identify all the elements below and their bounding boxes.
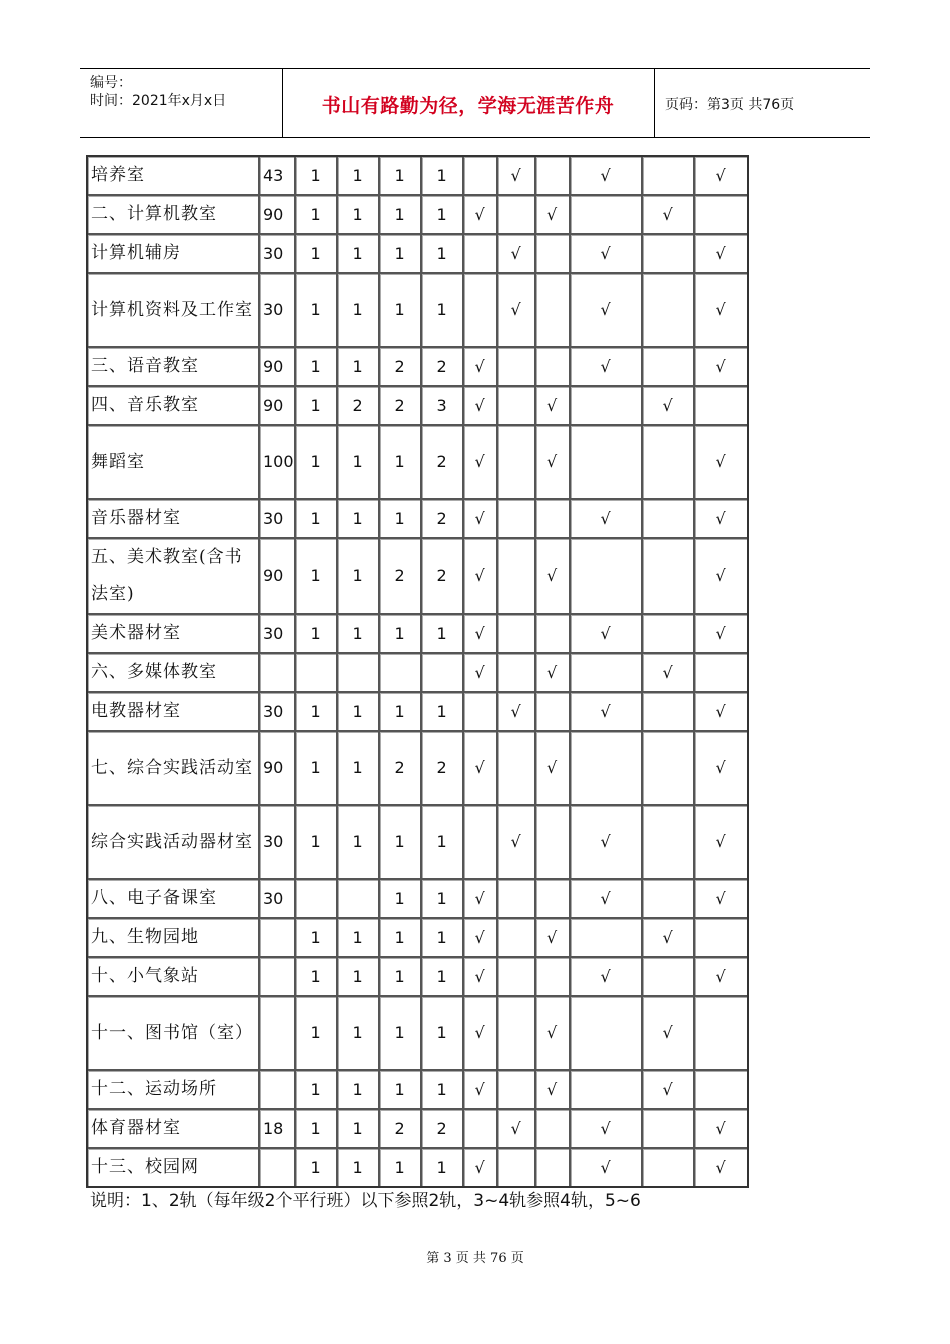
check-cell: √ bbox=[498, 274, 536, 348]
check-cell: √ bbox=[498, 235, 536, 274]
check-cell: √ bbox=[571, 1110, 643, 1149]
check-cell: √ bbox=[536, 919, 571, 958]
check-cell bbox=[498, 615, 536, 654]
value-cell: 1 bbox=[296, 919, 338, 958]
check-cell bbox=[498, 500, 536, 539]
check-cell: √ bbox=[464, 500, 498, 539]
table-row bbox=[88, 693, 747, 732]
check-cell: √ bbox=[464, 732, 498, 806]
facility-name: 六、多媒体教室 bbox=[88, 654, 260, 693]
value-cell: 30 bbox=[260, 693, 296, 732]
check-cell: √ bbox=[536, 732, 571, 806]
check-cell: √ bbox=[695, 348, 747, 387]
value-cell: 1 bbox=[338, 1110, 380, 1149]
value-cell: 1 bbox=[296, 997, 338, 1071]
page-footer: 第 3 页 共 76 页 bbox=[426, 1251, 524, 1266]
check-cell bbox=[536, 958, 571, 997]
check-cell: √ bbox=[571, 348, 643, 387]
check-cell: √ bbox=[695, 732, 747, 806]
check-cell bbox=[464, 274, 498, 348]
value-cell bbox=[296, 880, 338, 919]
value-cell: 30 bbox=[260, 615, 296, 654]
header-motto-cell bbox=[282, 69, 655, 137]
facility-name: 十二、运动场所 bbox=[88, 1071, 260, 1110]
check-cell: √ bbox=[464, 426, 498, 500]
check-cell bbox=[643, 693, 695, 732]
value-cell: 1 bbox=[422, 235, 464, 274]
facility-name: 美术器材室 bbox=[88, 615, 260, 654]
check-cell: √ bbox=[464, 654, 498, 693]
value-cell: 2 bbox=[380, 732, 422, 806]
check-cell bbox=[536, 348, 571, 387]
value-cell: 43 bbox=[260, 157, 296, 196]
value-cell bbox=[260, 919, 296, 958]
value-cell: 1 bbox=[338, 274, 380, 348]
check-cell: √ bbox=[464, 880, 498, 919]
facility-name: 音乐器材室 bbox=[88, 500, 260, 539]
check-cell: √ bbox=[643, 387, 695, 426]
check-cell bbox=[643, 732, 695, 806]
check-cell: √ bbox=[695, 235, 747, 274]
check-cell: √ bbox=[536, 539, 571, 615]
check-cell bbox=[498, 196, 536, 235]
table-row bbox=[88, 1110, 747, 1149]
value-cell: 2 bbox=[380, 1110, 422, 1149]
value-cell: 1 bbox=[380, 157, 422, 196]
value-cell: 1 bbox=[422, 1149, 464, 1186]
value-cell: 1 bbox=[296, 1071, 338, 1110]
page-header bbox=[80, 68, 870, 138]
value-cell: 1 bbox=[296, 500, 338, 539]
check-cell bbox=[643, 1110, 695, 1149]
check-cell: √ bbox=[695, 806, 747, 880]
check-cell: √ bbox=[571, 880, 643, 919]
value-cell: 1 bbox=[338, 539, 380, 615]
value-cell: 1 bbox=[380, 1071, 422, 1110]
table-row bbox=[88, 615, 747, 654]
check-cell bbox=[464, 235, 498, 274]
value-cell: 1 bbox=[338, 348, 380, 387]
check-cell: √ bbox=[536, 997, 571, 1071]
check-cell: √ bbox=[695, 693, 747, 732]
table-row bbox=[88, 274, 747, 348]
facility-name: 七、综合实践活动室 bbox=[88, 732, 260, 806]
check-cell bbox=[536, 500, 571, 539]
table-row bbox=[88, 732, 747, 806]
check-cell bbox=[536, 1149, 571, 1186]
check-cell: √ bbox=[695, 615, 747, 654]
value-cell: 1 bbox=[296, 693, 338, 732]
value-cell: 1 bbox=[338, 732, 380, 806]
table-row bbox=[88, 426, 747, 500]
value-cell: 2 bbox=[380, 348, 422, 387]
value-cell: 1 bbox=[296, 615, 338, 654]
check-cell bbox=[536, 806, 571, 880]
check-cell bbox=[498, 654, 536, 693]
value-cell: 1 bbox=[422, 196, 464, 235]
value-cell: 1 bbox=[422, 806, 464, 880]
check-cell bbox=[498, 732, 536, 806]
check-cell bbox=[498, 1149, 536, 1186]
value-cell: 1 bbox=[338, 1149, 380, 1186]
check-cell: √ bbox=[571, 500, 643, 539]
value-cell: 1 bbox=[380, 235, 422, 274]
check-cell bbox=[643, 274, 695, 348]
value-cell: 18 bbox=[260, 1110, 296, 1149]
check-cell bbox=[571, 1071, 643, 1110]
value-cell: 30 bbox=[260, 235, 296, 274]
check-cell: √ bbox=[464, 348, 498, 387]
check-cell bbox=[498, 387, 536, 426]
check-cell: √ bbox=[498, 806, 536, 880]
value-cell bbox=[338, 654, 380, 693]
value-cell: 1 bbox=[296, 1149, 338, 1186]
facility-name: 八、电子备课室 bbox=[88, 880, 260, 919]
check-cell: √ bbox=[643, 1071, 695, 1110]
facility-name: 四、音乐教室 bbox=[88, 387, 260, 426]
check-cell: √ bbox=[536, 1071, 571, 1110]
check-cell bbox=[498, 426, 536, 500]
check-cell bbox=[498, 880, 536, 919]
check-cell bbox=[643, 539, 695, 615]
value-cell: 1 bbox=[380, 997, 422, 1071]
value-cell: 30 bbox=[260, 500, 296, 539]
value-cell: 90 bbox=[260, 196, 296, 235]
value-cell: 2 bbox=[422, 732, 464, 806]
check-cell: √ bbox=[695, 958, 747, 997]
check-cell: √ bbox=[464, 539, 498, 615]
value-cell: 1 bbox=[422, 615, 464, 654]
facility-name: 十、小气象站 bbox=[88, 958, 260, 997]
value-cell: 2 bbox=[380, 539, 422, 615]
value-cell: 1 bbox=[380, 880, 422, 919]
check-cell bbox=[695, 196, 747, 235]
value-cell: 1 bbox=[296, 806, 338, 880]
value-cell: 30 bbox=[260, 806, 296, 880]
check-cell: √ bbox=[695, 880, 747, 919]
value-cell: 90 bbox=[260, 732, 296, 806]
value-cell: 1 bbox=[338, 500, 380, 539]
facility-name: 三、语音教室 bbox=[88, 348, 260, 387]
check-cell: √ bbox=[695, 1149, 747, 1186]
value-cell: 1 bbox=[422, 880, 464, 919]
facility-name: 计算机辅房 bbox=[88, 235, 260, 274]
check-cell: √ bbox=[643, 654, 695, 693]
check-cell: √ bbox=[464, 1071, 498, 1110]
check-cell: √ bbox=[695, 157, 747, 196]
check-cell: √ bbox=[498, 1110, 536, 1149]
check-cell: √ bbox=[695, 500, 747, 539]
value-cell: 1 bbox=[422, 274, 464, 348]
value-cell: 90 bbox=[260, 539, 296, 615]
value-cell: 2 bbox=[338, 387, 380, 426]
value-cell: 1 bbox=[338, 157, 380, 196]
value-cell: 1 bbox=[422, 958, 464, 997]
check-cell bbox=[536, 274, 571, 348]
value-cell: 1 bbox=[380, 958, 422, 997]
value-cell: 1 bbox=[338, 806, 380, 880]
table-row bbox=[88, 654, 747, 693]
value-cell: 1 bbox=[380, 196, 422, 235]
check-cell bbox=[498, 919, 536, 958]
value-cell: 1 bbox=[338, 1071, 380, 1110]
value-cell: 1 bbox=[296, 958, 338, 997]
value-cell bbox=[260, 1149, 296, 1186]
check-cell bbox=[695, 1071, 747, 1110]
check-cell: √ bbox=[464, 919, 498, 958]
check-cell bbox=[695, 387, 747, 426]
value-cell: 1 bbox=[296, 196, 338, 235]
check-cell bbox=[571, 539, 643, 615]
facility-table bbox=[86, 155, 749, 1188]
facility-table-wrapper bbox=[86, 155, 749, 1188]
table-row bbox=[88, 157, 747, 196]
value-cell bbox=[260, 654, 296, 693]
value-cell: 1 bbox=[380, 693, 422, 732]
check-cell bbox=[695, 919, 747, 958]
table-row bbox=[88, 196, 747, 235]
value-cell: 1 bbox=[380, 919, 422, 958]
facility-name: 十三、校园网 bbox=[88, 1149, 260, 1186]
table-row bbox=[88, 880, 747, 919]
table-row bbox=[88, 997, 747, 1071]
check-cell: √ bbox=[498, 693, 536, 732]
facility-name: 综合实践活动器材室 bbox=[88, 806, 260, 880]
value-cell: 1 bbox=[296, 274, 338, 348]
facility-name: 电教器材室 bbox=[88, 693, 260, 732]
check-cell: √ bbox=[571, 157, 643, 196]
check-cell: √ bbox=[571, 235, 643, 274]
check-cell: √ bbox=[536, 387, 571, 426]
value-cell bbox=[338, 880, 380, 919]
check-cell bbox=[498, 997, 536, 1071]
value-cell bbox=[296, 654, 338, 693]
value-cell: 1 bbox=[296, 426, 338, 500]
value-cell: 1 bbox=[338, 615, 380, 654]
value-cell: 2 bbox=[422, 348, 464, 387]
check-cell: √ bbox=[536, 654, 571, 693]
value-cell: 1 bbox=[338, 919, 380, 958]
value-cell: 1 bbox=[380, 1149, 422, 1186]
table-row bbox=[88, 1149, 747, 1186]
check-cell: √ bbox=[695, 274, 747, 348]
check-cell: √ bbox=[498, 157, 536, 196]
check-cell: √ bbox=[464, 196, 498, 235]
check-cell bbox=[643, 806, 695, 880]
motto: 书山有路勤为径，学海无涯苦作舟 bbox=[321, 95, 615, 117]
check-cell: √ bbox=[643, 196, 695, 235]
value-cell bbox=[380, 654, 422, 693]
code-label: 编号： bbox=[90, 75, 132, 91]
check-cell: √ bbox=[571, 958, 643, 997]
value-cell: 1 bbox=[296, 348, 338, 387]
check-cell bbox=[571, 997, 643, 1071]
check-cell bbox=[571, 196, 643, 235]
check-cell bbox=[464, 693, 498, 732]
page-label: 页码：第3页 共76页 bbox=[665, 97, 795, 113]
value-cell: 90 bbox=[260, 348, 296, 387]
table-row bbox=[88, 958, 747, 997]
table-row bbox=[88, 500, 747, 539]
value-cell: 1 bbox=[338, 693, 380, 732]
check-cell bbox=[571, 426, 643, 500]
check-cell bbox=[643, 615, 695, 654]
check-cell: √ bbox=[571, 693, 643, 732]
check-cell bbox=[498, 958, 536, 997]
value-cell: 1 bbox=[296, 157, 338, 196]
check-cell bbox=[536, 235, 571, 274]
check-cell: √ bbox=[464, 615, 498, 654]
value-cell: 1 bbox=[296, 235, 338, 274]
value-cell: 1 bbox=[338, 426, 380, 500]
check-cell bbox=[536, 880, 571, 919]
value-cell: 1 bbox=[380, 806, 422, 880]
note-text: 说明：1、2轨（每年级2个平行班）以下参照2轨，3~4轨参照4轨，5~6 bbox=[90, 1191, 641, 1211]
check-cell bbox=[643, 426, 695, 500]
check-cell: √ bbox=[571, 1149, 643, 1186]
check-cell bbox=[695, 654, 747, 693]
check-cell: √ bbox=[695, 1110, 747, 1149]
value-cell: 1 bbox=[422, 1071, 464, 1110]
check-cell bbox=[536, 693, 571, 732]
check-cell: √ bbox=[464, 997, 498, 1071]
table-row bbox=[88, 806, 747, 880]
value-cell: 1 bbox=[338, 997, 380, 1071]
check-cell: √ bbox=[571, 806, 643, 880]
check-cell bbox=[643, 958, 695, 997]
value-cell: 3 bbox=[422, 387, 464, 426]
time-label: 时间：2021年x月x日 bbox=[90, 93, 227, 109]
facility-name: 舞蹈室 bbox=[88, 426, 260, 500]
check-cell: √ bbox=[643, 919, 695, 958]
facility-name: 计算机资料及工作室 bbox=[88, 274, 260, 348]
check-cell bbox=[571, 919, 643, 958]
value-cell: 1 bbox=[422, 157, 464, 196]
check-cell: √ bbox=[536, 196, 571, 235]
check-cell bbox=[695, 997, 747, 1071]
check-cell: √ bbox=[464, 1149, 498, 1186]
check-cell bbox=[643, 348, 695, 387]
value-cell: 2 bbox=[422, 426, 464, 500]
facility-name: 培养室 bbox=[88, 157, 260, 196]
check-cell: √ bbox=[464, 387, 498, 426]
value-cell: 1 bbox=[296, 732, 338, 806]
value-cell: 1 bbox=[296, 1110, 338, 1149]
check-cell bbox=[643, 235, 695, 274]
check-cell bbox=[536, 1110, 571, 1149]
value-cell: 1 bbox=[380, 500, 422, 539]
value-cell: 1 bbox=[296, 539, 338, 615]
value-cell bbox=[260, 1071, 296, 1110]
table-row bbox=[88, 919, 747, 958]
check-cell: √ bbox=[571, 615, 643, 654]
value-cell: 1 bbox=[422, 997, 464, 1071]
check-cell bbox=[498, 1071, 536, 1110]
value-cell: 100 bbox=[260, 426, 296, 500]
check-cell bbox=[536, 157, 571, 196]
value-cell: 1 bbox=[296, 387, 338, 426]
check-cell: √ bbox=[643, 997, 695, 1071]
table-row bbox=[88, 235, 747, 274]
check-cell bbox=[643, 500, 695, 539]
table-row bbox=[88, 539, 747, 615]
table-row bbox=[88, 348, 747, 387]
value-cell: 30 bbox=[260, 880, 296, 919]
value-cell: 90 bbox=[260, 387, 296, 426]
value-cell: 1 bbox=[338, 235, 380, 274]
check-cell bbox=[643, 157, 695, 196]
check-cell bbox=[464, 157, 498, 196]
value-cell bbox=[422, 654, 464, 693]
value-cell: 1 bbox=[338, 196, 380, 235]
value-cell: 1 bbox=[380, 615, 422, 654]
value-cell: 2 bbox=[380, 387, 422, 426]
check-cell: √ bbox=[536, 426, 571, 500]
check-cell: √ bbox=[571, 274, 643, 348]
table-row bbox=[88, 387, 747, 426]
value-cell: 2 bbox=[422, 1110, 464, 1149]
table-row bbox=[88, 1071, 747, 1110]
header-page-cell bbox=[655, 69, 870, 137]
check-cell bbox=[571, 387, 643, 426]
check-cell bbox=[464, 806, 498, 880]
check-cell bbox=[571, 732, 643, 806]
check-cell: √ bbox=[695, 539, 747, 615]
check-cell bbox=[498, 348, 536, 387]
value-cell bbox=[260, 958, 296, 997]
facility-name: 九、生物园地 bbox=[88, 919, 260, 958]
value-cell: 1 bbox=[338, 958, 380, 997]
check-cell: √ bbox=[695, 426, 747, 500]
facility-name: 五、美术教室(含书法室) bbox=[88, 539, 260, 615]
value-cell: 1 bbox=[422, 693, 464, 732]
check-cell bbox=[498, 539, 536, 615]
facility-name: 二、计算机教室 bbox=[88, 196, 260, 235]
value-cell bbox=[260, 997, 296, 1071]
check-cell bbox=[643, 1149, 695, 1186]
value-cell: 1 bbox=[422, 919, 464, 958]
value-cell: 2 bbox=[422, 500, 464, 539]
check-cell bbox=[464, 1110, 498, 1149]
value-cell: 1 bbox=[380, 274, 422, 348]
check-cell bbox=[571, 654, 643, 693]
facility-name: 体育器材室 bbox=[88, 1110, 260, 1149]
facility-name: 十一、图书馆（室） bbox=[88, 997, 260, 1071]
check-cell: √ bbox=[464, 958, 498, 997]
value-cell: 1 bbox=[380, 426, 422, 500]
check-cell bbox=[643, 880, 695, 919]
value-cell: 2 bbox=[422, 539, 464, 615]
facility-table-body bbox=[88, 157, 747, 1186]
value-cell: 30 bbox=[260, 274, 296, 348]
check-cell bbox=[536, 615, 571, 654]
header-meta bbox=[80, 69, 283, 137]
